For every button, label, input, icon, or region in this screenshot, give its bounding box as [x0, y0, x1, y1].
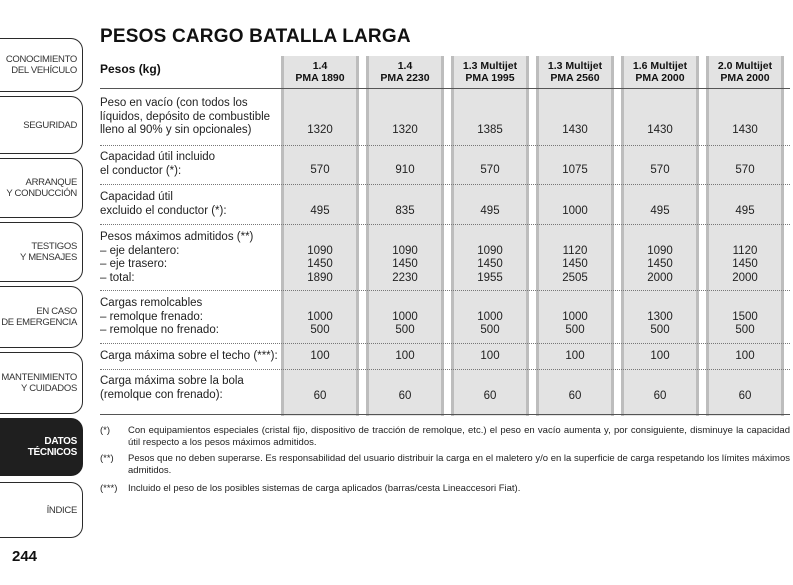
footnote-text: Con equipamientos especiales (cristal fijo, dispositivo de tracción de remolque, etc.) el peso en vacío aumenta y, por consiguiente, disminuye la capacidad útil respecto a los pesos máximos admitidos. — [128, 425, 790, 448]
row-label: Cargas remolcables – remolque frenado: – remolque no frenado: — [100, 297, 219, 336]
footnote-text: Incluido el peso de los posibles sistemas de carga aplicados (barras/cesta Lineaccesori Fiat). — [128, 483, 521, 494]
page-title: PESOS CARGO BATALLA LARGA — [100, 26, 411, 47]
footnote — [100, 425, 790, 449]
table-cell: 100 — [310, 350, 330, 362]
table-cell: 60 — [653, 390, 667, 402]
table-cell: 60 — [483, 390, 497, 402]
table-bottom-rule — [100, 414, 790, 415]
table-cell: 1000 500 — [307, 310, 333, 336]
table-cell: 495 — [310, 205, 330, 217]
table-cell: 910 — [395, 164, 415, 176]
footnote-mark: (*) — [100, 425, 111, 436]
table-cell: 1385 — [477, 124, 503, 136]
table-cell: 1120 1450 2000 — [732, 244, 758, 284]
row-rule — [100, 369, 790, 370]
column-header: 2.0 Multijet PMA 2000 — [717, 60, 773, 84]
page-number: 244 — [12, 548, 38, 565]
table-cell: 1430 — [562, 124, 588, 136]
table-cell: 100 — [650, 350, 670, 362]
table-cell: 835 — [395, 205, 415, 217]
footnote-mark: (***) — [100, 483, 118, 494]
sidebar-nav — [0, 0, 85, 585]
table-cell: 1430 — [647, 124, 673, 136]
table-cell: 495 — [650, 205, 670, 217]
column-header: 1.3 Multijet PMA 2560 — [547, 60, 603, 84]
table-cell: 495 — [735, 205, 755, 217]
footnote-mark: (**) — [100, 453, 114, 464]
table-cell: 100 — [565, 350, 585, 362]
row-label: Carga máxima sobre el techo (***): — [100, 350, 278, 362]
table-cell: 1090 1450 2000 — [647, 244, 673, 284]
table-cell: 570 — [310, 164, 330, 176]
row-label: Pesos máximos admitidos (**) – eje delantero: – eje trasero: – total: — [100, 231, 254, 284]
table-cell: 570 — [735, 164, 755, 176]
tab-mantenimiento-y-cuidados[interactable]: MANTENIMIENTO Y CUIDADOS — [0, 352, 83, 414]
footnote — [100, 453, 790, 477]
table-cell: 1000 — [562, 205, 588, 217]
table-cell: 100 — [395, 350, 415, 362]
table-cell: 495 — [480, 205, 500, 217]
tab-indice[interactable]: ÍNDICE — [0, 482, 83, 538]
row-label: Peso en vacío (con todos los líquidos, depósito de combustible lleno al 90% y sin opcionales) — [100, 97, 271, 136]
table-cell: 60 — [568, 390, 582, 402]
row-rule — [100, 224, 790, 225]
table-cell: 1120 1450 2505 — [562, 244, 588, 284]
footnote — [100, 483, 790, 495]
header-rule — [100, 88, 790, 89]
table-cell: 60 — [738, 390, 752, 402]
row-label: Capacidad útil excluido el conductor (*): — [100, 191, 227, 217]
table-cell: 100 — [735, 350, 755, 362]
row-rule — [100, 290, 790, 291]
table-cell: 1000 500 — [392, 310, 418, 336]
table-cell: 1000 500 — [477, 310, 503, 336]
table-cell: 1500 500 — [732, 310, 758, 336]
row-rule — [100, 184, 790, 185]
row-rule — [100, 145, 790, 146]
tab-arranque-y-conduccion[interactable]: ARRANQUE Y CONDUCCIÓN — [0, 158, 83, 218]
tab-testigos-y-mensajes[interactable]: TESTIGOS Y MENSAJES — [0, 222, 83, 282]
table-cell: 1000 500 — [562, 310, 588, 336]
tab-datos-tecnicos[interactable]: DATOS TÉCNICOS — [0, 418, 83, 476]
tab-conocimiento-del-vehiculo[interactable]: CONOCIMIENTO DEL VEHÍCULO — [0, 38, 83, 92]
table-cell: 1090 1450 1955 — [477, 244, 503, 284]
table-cell: 1430 — [732, 124, 758, 136]
table-cell: 570 — [480, 164, 500, 176]
column-header: 1.3 Multijet PMA 1995 — [462, 60, 518, 84]
table-cell: 570 — [650, 164, 670, 176]
row-rule — [100, 343, 790, 344]
column-header: 1.4 PMA 2230 — [380, 60, 430, 84]
footnote-text: Pesos que no deben superarse. Es responsabilidad del usuario distribuir la carga en el maletero y/o en la superficie de carga respetando los límites máximos admitidos. — [128, 453, 790, 476]
table-cell: 1300 500 — [647, 310, 673, 336]
table-cell: 1320 — [392, 124, 418, 136]
row-label: Capacidad útil incluido el conductor (*): — [100, 151, 216, 177]
column-header: 1.6 Multijet PMA 2000 — [632, 60, 688, 84]
table-cell: 60 — [398, 390, 412, 402]
table-cell: 1075 — [562, 164, 588, 176]
table-cell: 100 — [480, 350, 500, 362]
table-header-label: Pesos (kg) — [100, 62, 161, 76]
column-header: 1.4 PMA 1890 — [295, 60, 345, 84]
tab-seguridad[interactable]: SEGURIDAD — [0, 96, 83, 154]
tab-en-caso-de-emergencia[interactable]: EN CASO DE EMERGENCIA — [0, 286, 83, 348]
table-cell: 1090 1450 1890 — [307, 244, 333, 284]
table-cell: 1090 1450 2230 — [392, 244, 418, 284]
table-cell: 60 — [313, 390, 327, 402]
row-label: Carga máxima sobre la bola (remolque con frenado): — [100, 375, 244, 401]
table-cell: 1320 — [307, 124, 333, 136]
